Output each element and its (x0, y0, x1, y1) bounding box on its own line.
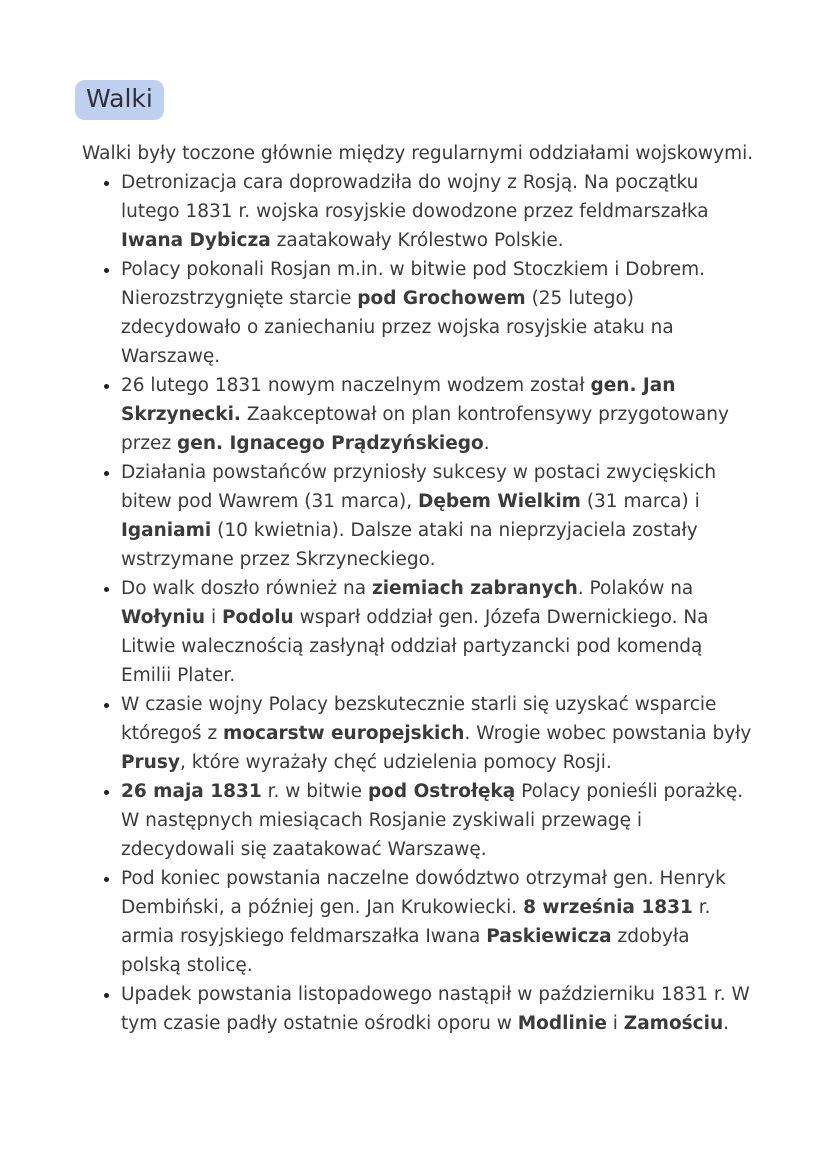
list-item: • Do walk doszło również na ziemiach zabranych. Polaków na Wołyniu i Podolu wsparł oddział gen. Józefa Dwernickiego. Na Litwie walecznością zasłynął oddział partyzancki pod komendą Emilii Plater. (120, 574, 755, 690)
list-item: • Pod koniec powstania naczelne dowództwo otrzymał gen. Henryk Dembiński, a później gen. Jan Krukowiecki. 8 września 1831 r. armia rosyjskiego feldmarszałka Iwana Paskiewicza zdobyła polską stolicę. (120, 864, 755, 980)
intro-paragraph: Walki były toczone głównie między regularnymi oddziałami wojskowymi. (82, 143, 754, 164)
list-item: • Detronizacja cara doprowadziła do wojny z Rosją. Na początku lutego 1831 r. wojska rosyjskie dowodzone przez feldmarszałka Iwana Dybicza zaatakowały Królestwo Polskie. (120, 168, 755, 255)
bullet-list (82, 168, 755, 1038)
list-item: • Polacy pokonali Rosjan m.in. w bitwie pod Stoczkiem i Dobrem. Nierozstrzygnięte starcie pod Grochowem (25 lutego) zdecydowało o zaniechaniu przez wojska rosyjskie ataku na Warszawę. (120, 255, 755, 371)
section-title-badge: Walki (75, 80, 164, 120)
list-item: • Działania powstańców przyniosły sukcesy w postaci zwycięskich bitew pod Wawrem (31 marca), Dębem Wielkim (31 marca) i Iganiami (10 kwietnia). Dalsze ataki na nieprzyjaciela zostały wstrzymane przez Skrzyneckiego. (120, 458, 755, 574)
list-item: • Upadek powstania listopadowego nastąpił w październiku 1831 r. W tym czasie padły ostatnie ośrodki oporu w Modlinie i Zamościu. (120, 980, 755, 1038)
list-item: • W czasie wojny Polacy bezskutecznie starli się uzyskać wsparcie któregoś z mocarstw europejskich. Wrogie wobec powstania były Prusy, które wyrażały chęć udzielenia pomocy Rosji. (120, 690, 755, 777)
list-item: • 26 maja 1831 r. w bitwie pod Ostrołęką Polacy ponieśli porażkę. W następnych miesiącach Rosjanie zyskiwali przewagę i zdecydowali się zaatakować Warszawę. (120, 777, 755, 864)
list-item: • 26 lutego 1831 nowym naczelnym wodzem został gen. Jan Skrzynecki. Zaakceptował on plan kontrofensywy przygotowany przez gen. Ignacego Prądzyńskiego. (120, 371, 755, 458)
